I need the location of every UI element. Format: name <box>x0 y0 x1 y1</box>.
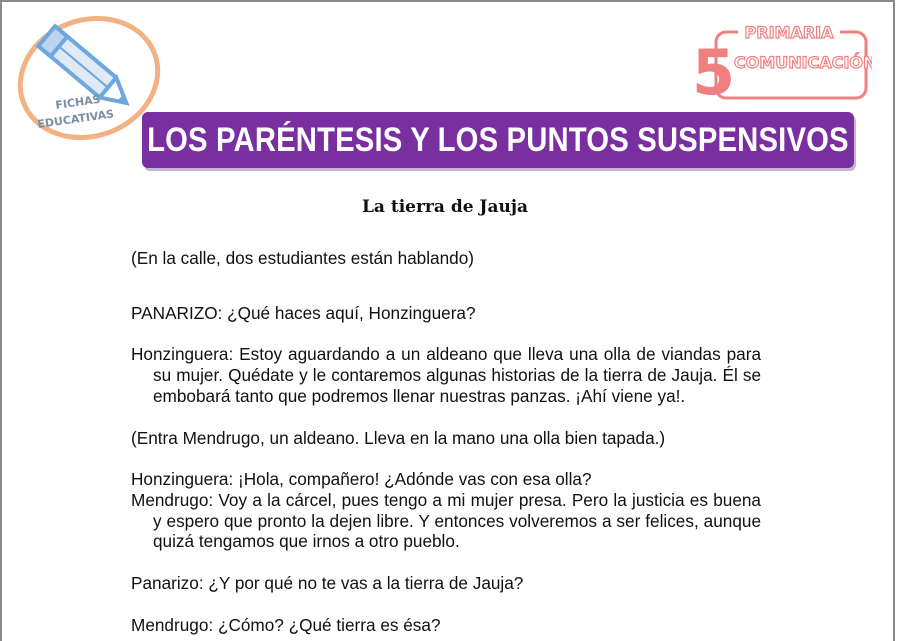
logo-left-line2: EDUCATIVAS <box>36 107 115 131</box>
dialogue-line-1: PANARIZO: ¿Qué haces aquí, Honzinguera? <box>131 302 476 323</box>
stage-direction-1: (En la calle, dos estudiantes están hablando) <box>131 248 475 268</box>
dialogue-line-2: Honzinguera: Estoy aguardando a un aldeano que lleva una olla de viandas para su mujer. Quédate y le contaremos algunas historias de la tierra de Jauja. Él se embobará tanto que podremos llenar nuestras panzas. ¡Ahí viene ya!. <box>131 344 761 406</box>
dialogue-line-6: Mendrugo: ¿Cómo? ¿Qué tierra es ésa? <box>131 614 441 635</box>
grade-subject-logo <box>690 20 872 104</box>
title-banner <box>142 112 854 168</box>
logo-left-line1: FICHAS <box>54 92 102 112</box>
document-title: La tierra de Jauja <box>361 197 529 217</box>
banner-title: LOS PARÉNTESIS Y LOS PUNTOS SUSPENSIVOS <box>147 120 849 159</box>
dialogue-line-4: Mendrugo: Voy a la cárcel, pues tengo a mi mujer presa. Pero la justicia es buena y espero que pronto la dejen libre. Y entonces volveremos a ser felices, aunque quizá tengamos que irnos a otro pueblo. <box>131 489 761 552</box>
dialogue-line-3: Honzinguera: ¡Hola, compañero! ¿Adónde vas con esa olla? <box>131 469 592 490</box>
logo-right-subject: COMUNICACIÓN <box>734 53 872 72</box>
logo-right-level: PRIMARIA <box>744 23 834 42</box>
dialogue-line-5: Panarizo: ¿Y por qué no te vas a la tierra de Jauja? <box>131 573 524 594</box>
grade-badge-icon <box>690 20 872 104</box>
logo-right-grade: 5 <box>692 36 736 104</box>
document-body <box>131 248 761 635</box>
stage-direction-2: (Entra Mendrugo, un aldeano. Lleva en la mano una olla bien tapada.) <box>131 427 666 448</box>
